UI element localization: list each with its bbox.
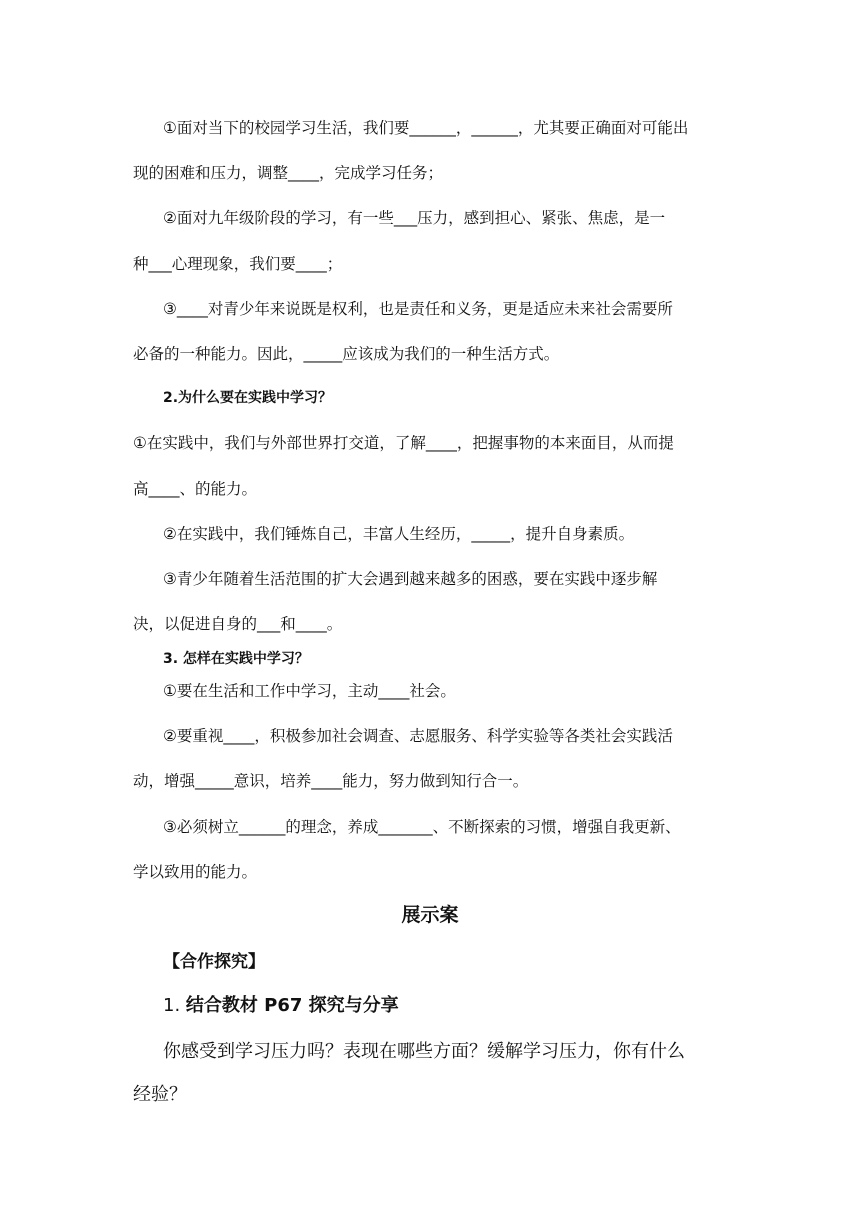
cooperation-heading: 【合作探究】	[163, 952, 265, 972]
s3-item3-line1: ③必须树立______的理念，养成_______、不断探索的习惯，增强自我更新、	[163, 818, 681, 836]
s2-item3-line1: ③青少年随着生活范围的扩大会遇到越来越多的困惑，要在实践中逐步解	[163, 570, 658, 588]
task1-title: 结合教材 P67 探究与分享	[185, 995, 399, 1016]
s2-item1-line1: ①在实践中，我们与外部世界打交道，了解____，把握事物的本来面目，从而提	[133, 434, 674, 452]
s3-item3-line2: 学以致用的能力。	[133, 863, 258, 881]
s2-item1-line2: 高____、的能力。	[133, 480, 258, 498]
s1-item3-line2: 必备的一种能力。因此，_____应该成为我们的一种生活方式。	[133, 345, 560, 363]
question-line1: 你感受到学习压力吗？表现在哪些方面？缓解学习压力，你有什么	[163, 1041, 685, 1062]
s1-item2-line2: 种___心理现象，我们要____；	[133, 255, 343, 273]
s2-item3-line2: 决，以促进自身的___和____。	[133, 615, 343, 633]
s3-item2-line1: ②要重视____，积极参加社会调查、志愿服务、科学实验等各类社会实践活	[163, 727, 673, 745]
task1-heading	[163, 996, 399, 1016]
s1-item1-line2: 现的困难和压力，调整____，完成学习任务；	[133, 164, 444, 182]
s2-item2-line1: ②在实践中，我们锤炼自己，丰富人生经历，_____，提升自身素质。	[163, 525, 635, 543]
s3-item2-line2: 动，增强_____意识，培养____能力，努力做到知行合一。	[133, 772, 529, 790]
s3-item1-line1: ①要在生活和工作中学习，主动____社会。	[163, 682, 456, 700]
section2-heading: 2.为什么要在实践中学习？	[163, 390, 333, 406]
task1-number: 1.	[163, 995, 186, 1016]
question-line2: 经验？	[133, 1084, 187, 1105]
s1-item3-line1: ③____对青少年来说既是权利，也是责任和义务，更是适应未来社会需要所	[163, 300, 673, 318]
s1-item1-line1: ①面对当下的校园学习生活，我们要______，______，尤其要正确面对可能出	[163, 119, 689, 137]
section3-heading: 3. 怎样在实践中学习？	[163, 651, 309, 667]
s1-item2-line1: ②面对九年级阶段的学习，有一些___压力，感到担心、紧张、焦虑，是一	[163, 209, 666, 227]
display-title: 展示案	[401, 904, 459, 926]
